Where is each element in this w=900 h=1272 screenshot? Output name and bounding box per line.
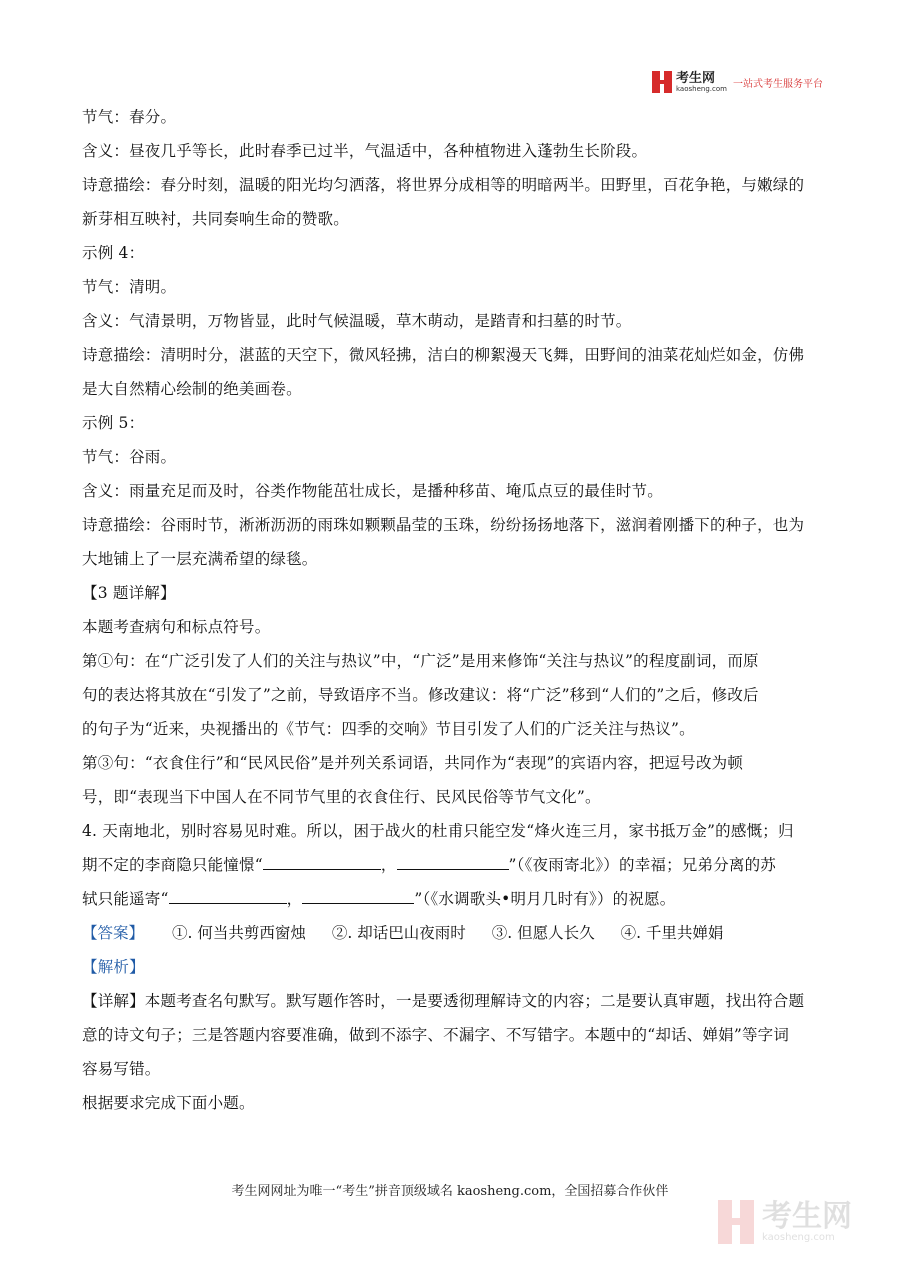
text-line: 的句子为“近来，央视播出的《节气：四季的交响》节目引发了人们的广泛关注与热议”。	[82, 720, 695, 738]
watermark-logo	[718, 1200, 852, 1244]
answer-blank	[397, 853, 509, 870]
answer-blank	[302, 887, 414, 904]
header-logo	[652, 70, 823, 94]
logo-icon	[652, 71, 672, 93]
answer-item: ①. 何当共剪西窗烛	[172, 924, 306, 942]
text-line: 句的表达将其放在“引发了”之前，导致语序不当。修改建议：将“广泛”移到“人们的”之后，修改后	[82, 686, 759, 704]
text-line: 含义：昼夜几乎等长，此时春季已过半，气温适中，各种植物进入蓬勃生长阶段。	[82, 142, 648, 160]
answer-blank	[169, 887, 287, 904]
text-line: 第③句：“衣食住行”和“民风民俗”是并列关系词语，共同作为“表现”的宾语内容，把逗号改为顿	[82, 754, 744, 772]
text-line: 大地铺上了一层充满希望的绿毯。	[82, 550, 318, 568]
question-4-line: 轼只能遥寄“ ， ”（《水调歌头•明月几时有》）的祝愿。	[82, 882, 822, 916]
text-line: 示例 4：	[82, 244, 145, 262]
text-line: 诗意描绘：清明时分，湛蓝的天空下，微风轻拂，洁白的柳絮漫天飞舞，田野间的油菜花灿烂如金，仿佛	[82, 346, 805, 364]
answer-item: ④. 千里共婵娟	[620, 924, 724, 942]
watermark-icon	[718, 1200, 756, 1244]
answer-item: ③. 但愿人长久	[491, 924, 595, 942]
text-line: 意的诗文句子；三是答题内容要准确，做到不添字、不漏字、不写错字。本题中的“却话、婵娟”等字词	[82, 1026, 790, 1044]
text-line: 新芽相互映衬，共同奏响生命的赞歌。	[82, 210, 349, 228]
text-line: 【详解】本题考查名句默写。默写题作答时，一是要透彻理解诗文的内容；二是要认真审题，找出符合题	[82, 992, 805, 1010]
question-4-line: 4. 天南地北，别时容易见时难。所以，困于战火的杜甫只能空发“烽火连三月，家书抵万金”的感慨；归	[82, 822, 794, 840]
page-footer: 考生网网址为唯一“考生”拼音顶级域名 kaosheng.com，全国招募合作伙伴	[231, 1184, 669, 1199]
text-line: 第①句：在“广泛引发了人们的关注与热议”中，“广泛”是用来修饰“关注与热议”的程度副词，而原	[82, 652, 759, 670]
section-heading: 【3 题详解】	[82, 584, 176, 602]
text-line: 诗意描绘：谷雨时节，淅淅沥沥的雨珠如颗颗晶莹的玉珠，纷纷扬扬地落下，滋润着刚播下的种子，也为	[82, 516, 805, 534]
text-line: 容易写错。	[82, 1060, 161, 1078]
logo-domain: kaosheng.com	[676, 84, 727, 93]
answer-item: ②. 却话巴山夜雨时	[331, 924, 466, 942]
document-body	[82, 100, 822, 1120]
watermark-domain: kaosheng.com	[762, 1231, 835, 1243]
text-line: 号，即“表现当下中国人在不同节气里的衣食住行、民风民俗等节气文化”。	[82, 788, 601, 806]
analysis-label: 【解析】	[82, 958, 145, 976]
text-line: 是大自然精心绘制的绝美画卷。	[82, 380, 302, 398]
answer-row	[82, 916, 822, 950]
text-line: 节气：清明。	[82, 278, 177, 296]
text-line: 节气：谷雨。	[82, 448, 177, 466]
text-line: 本题考查病句和标点符号。	[82, 618, 271, 636]
logo-name: 考生网	[676, 70, 716, 86]
text-line: 示例 5：	[82, 414, 145, 432]
header-slogan: 一站式考生服务平台	[732, 78, 823, 90]
text-line: 含义：雨量充足而及时，谷类作物能茁壮成长，是播种移苗、埯瓜点豆的最佳时节。	[82, 482, 663, 500]
text-line: 根据要求完成下面小题。	[82, 1094, 255, 1112]
text-line: 含义：气清景明，万物皆显，此时气候温暖，草木萌动，是踏青和扫墓的时节。	[82, 312, 632, 330]
answer-blank	[263, 853, 381, 870]
watermark-name: 考生网	[762, 1198, 852, 1234]
text-line: 节气：春分。	[82, 108, 177, 126]
answer-label: 【答案】	[82, 924, 145, 942]
text-line: 诗意描绘：春分时刻，温暖的阳光均匀洒落，将世界分成相等的明暗两半。田野里，百花争艳，与嫩绿的	[82, 176, 805, 194]
question-4-line: 期不定的李商隐只能憧憬“ ， ”（《夜雨寄北》）的幸福；兄弟分离的苏	[82, 848, 822, 882]
